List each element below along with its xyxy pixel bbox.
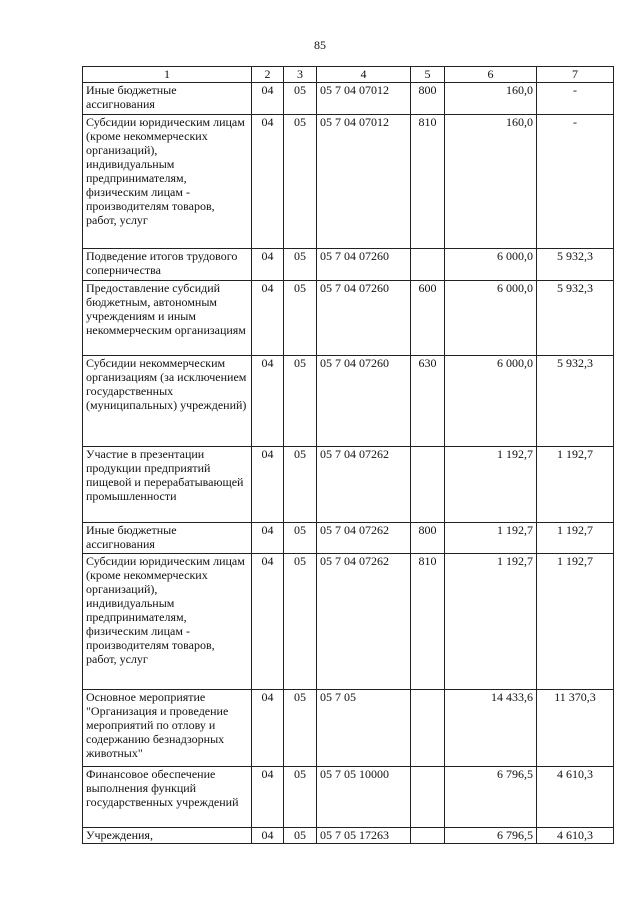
row-section: 04 <box>252 523 284 554</box>
row-subsection: 05 <box>284 554 317 690</box>
row-target-article: 05 7 04 07262 <box>317 554 411 690</box>
row-amount-executed: 5 932,3 <box>537 249 614 281</box>
row-name: Иные бюджетные ассигнования <box>83 83 252 115</box>
row-name: Учреждения, <box>83 828 252 844</box>
row-amount-executed: - <box>537 115 614 249</box>
header-row <box>83 67 614 83</box>
row-amount-planned: 6 796,5 <box>445 828 537 844</box>
row-subsection: 05 <box>284 83 317 115</box>
row-amount-executed: 5 932,3 <box>537 356 614 447</box>
table-row <box>83 356 614 447</box>
row-section: 04 <box>252 828 284 844</box>
row-target-article: 05 7 05 10000 <box>317 767 411 828</box>
table-row <box>83 554 614 690</box>
header-col-2: 2 <box>252 67 284 83</box>
row-target-article: 05 7 04 07012 <box>317 115 411 249</box>
table-row <box>83 83 614 115</box>
row-amount-planned: 1 192,7 <box>445 447 537 523</box>
row-amount-planned: 160,0 <box>445 115 537 249</box>
row-expense-type <box>411 447 445 523</box>
row-expense-type: 800 <box>411 83 445 115</box>
row-amount-executed: 5 932,3 <box>537 281 614 356</box>
row-amount-executed: 1 192,7 <box>537 523 614 554</box>
row-amount-executed: 1 192,7 <box>537 447 614 523</box>
row-name: Основное мероприятие "Организация и проведение мероприятий по отлову и содержанию безнадзорных животных" <box>83 690 252 767</box>
row-amount-planned: 6 000,0 <box>445 356 537 447</box>
row-name: Финансовое обеспечение выполнения функций государственных учреждений <box>83 767 252 828</box>
budget-table <box>82 66 614 844</box>
header-col-3: 3 <box>284 67 317 83</box>
row-name: Субсидии некоммерческим организациям (за исключением государственных (муниципальных) учреждений) <box>83 356 252 447</box>
row-amount-executed: 1 192,7 <box>537 554 614 690</box>
row-section: 04 <box>252 356 284 447</box>
row-subsection: 05 <box>284 281 317 356</box>
row-subsection: 05 <box>284 828 317 844</box>
row-target-article: 05 7 04 07260 <box>317 356 411 447</box>
table-row <box>83 447 614 523</box>
row-expense-type <box>411 828 445 844</box>
row-target-article: 05 7 04 07260 <box>317 281 411 356</box>
header-col-4: 4 <box>317 67 411 83</box>
row-expense-type <box>411 249 445 281</box>
row-subsection: 05 <box>284 523 317 554</box>
row-target-article: 05 7 05 <box>317 690 411 767</box>
row-name: Предоставление субсидий бюджетным, автономным учреждениям и иным некоммерческим организациям <box>83 281 252 356</box>
row-name: Подведение итогов трудового соперничества <box>83 249 252 281</box>
table-row <box>83 281 614 356</box>
header-col-5: 5 <box>411 67 445 83</box>
row-amount-planned: 160,0 <box>445 83 537 115</box>
row-section: 04 <box>252 115 284 249</box>
header-col-7: 7 <box>537 67 614 83</box>
row-expense-type: 810 <box>411 115 445 249</box>
row-expense-type: 600 <box>411 281 445 356</box>
row-subsection: 05 <box>284 115 317 249</box>
row-subsection: 05 <box>284 447 317 523</box>
row-section: 04 <box>252 249 284 281</box>
row-section: 04 <box>252 690 284 767</box>
row-amount-planned: 6 000,0 <box>445 281 537 356</box>
row-subsection: 05 <box>284 767 317 828</box>
row-amount-planned: 6 796,5 <box>445 767 537 828</box>
row-section: 04 <box>252 447 284 523</box>
table-row <box>83 767 614 828</box>
row-amount-executed: 4 610,3 <box>537 767 614 828</box>
row-amount-executed: 4 610,3 <box>537 828 614 844</box>
row-section: 04 <box>252 281 284 356</box>
row-target-article: 05 7 05 17263 <box>317 828 411 844</box>
row-name: Иные бюджетные ассигнования <box>83 523 252 554</box>
row-target-article: 05 7 04 07012 <box>317 83 411 115</box>
table-row <box>83 690 614 767</box>
row-section: 04 <box>252 767 284 828</box>
row-expense-type: 800 <box>411 523 445 554</box>
table-row <box>83 828 614 844</box>
row-name: Субсидии юридическим лицам (кроме некоммерческих организаций), индивидуальным предпринимателям, физическим лицам - производителям товаров, работ, услуг <box>83 115 252 249</box>
row-amount-planned: 6 000,0 <box>445 249 537 281</box>
row-expense-type <box>411 767 445 828</box>
row-section: 04 <box>252 554 284 690</box>
row-name: Участие в презентации продукции предприятий пищевой и перерабатывающей промышленности <box>83 447 252 523</box>
row-target-article: 05 7 04 07262 <box>317 447 411 523</box>
row-target-article: 05 7 04 07262 <box>317 523 411 554</box>
header-col-1: 1 <box>83 67 252 83</box>
row-name: Субсидии юридическим лицам (кроме некоммерческих организаций), индивидуальным предпринимателям, физическим лицам - производителям товаров, работ, услуг <box>83 554 252 690</box>
header-col-6: 6 <box>445 67 537 83</box>
row-expense-type: 630 <box>411 356 445 447</box>
table-row <box>83 249 614 281</box>
table-row <box>83 115 614 249</box>
row-expense-type <box>411 690 445 767</box>
row-amount-executed: - <box>537 83 614 115</box>
row-subsection: 05 <box>284 356 317 447</box>
row-section: 04 <box>252 83 284 115</box>
row-target-article: 05 7 04 07260 <box>317 249 411 281</box>
page-number: 85 <box>314 38 326 52</box>
row-amount-executed: 11 370,3 <box>537 690 614 767</box>
row-amount-planned: 1 192,7 <box>445 554 537 690</box>
row-subsection: 05 <box>284 249 317 281</box>
row-amount-planned: 14 433,6 <box>445 690 537 767</box>
row-amount-planned: 1 192,7 <box>445 523 537 554</box>
row-subsection: 05 <box>284 690 317 767</box>
row-expense-type: 810 <box>411 554 445 690</box>
table-row <box>83 523 614 554</box>
